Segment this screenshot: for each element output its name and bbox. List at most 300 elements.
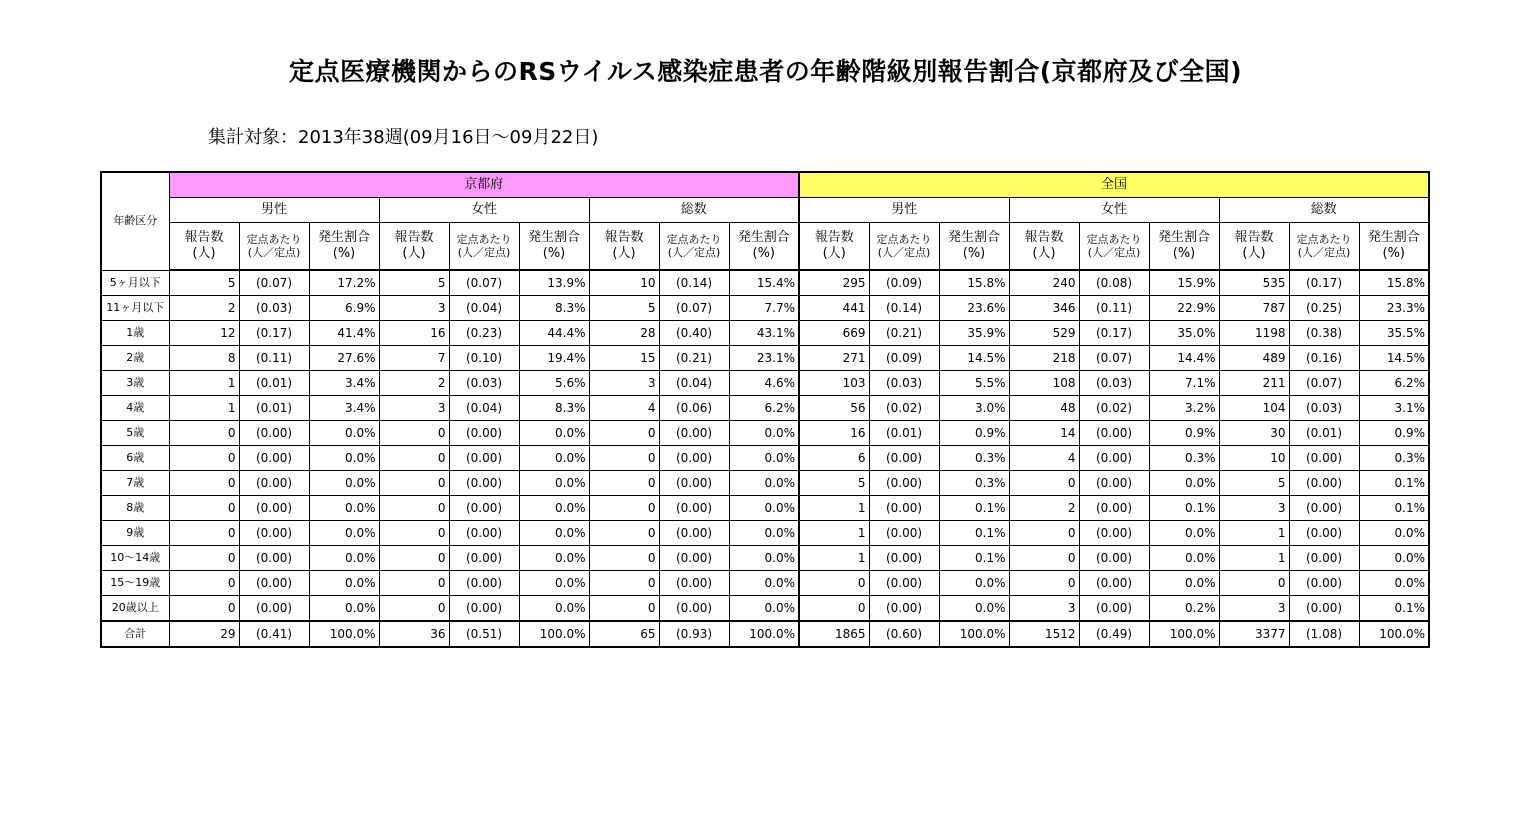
ratio-cell: 14.5% [939,346,1009,371]
ratio-cell: 0.1% [939,496,1009,521]
per-sentinel-header [239,223,309,271]
ratio-header [519,223,589,271]
count-cell: 5 [1219,471,1289,496]
ratio-cell: 17.2% [309,270,379,296]
count-cell: 30 [1219,421,1289,446]
count-cell: 0 [589,421,659,446]
per-sentinel-header [1079,223,1149,271]
header-unit: (人) [1032,246,1056,261]
per-sentinel-cell: (0.07) [659,296,729,321]
count-cell: 1 [169,371,239,396]
age-label: 1歳 [101,321,169,346]
header-unit: (%) [1172,246,1196,261]
count-cell: 0 [169,571,239,596]
ratio-header [1149,223,1219,271]
per-sentinel-cell: (0.02) [1079,396,1149,421]
table-row [101,371,1429,396]
count-cell: 28 [589,321,659,346]
count-cell: 0 [379,521,449,546]
ratio-cell: 27.6% [309,346,379,371]
ratio-cell: 0.0% [729,521,799,546]
ratio-cell: 3.0% [939,396,1009,421]
count-cell: 65 [589,621,659,647]
ratio-cell: 35.5% [1359,321,1429,346]
ratio-cell: 8.3% [519,396,589,421]
ratio-cell: 0.3% [1149,446,1219,471]
count-cell: 0 [379,546,449,571]
count-cell: 0 [589,571,659,596]
count-cell: 1 [169,396,239,421]
per-sentinel-cell: (0.07) [239,270,309,296]
table-row [101,270,1429,296]
table-row [101,496,1429,521]
header-unit: (人) [1242,246,1266,261]
count-header [589,223,659,271]
table-row [101,596,1429,622]
count-cell: 1 [799,496,869,521]
count-cell: 535 [1219,270,1289,296]
header-unit: (%) [752,246,775,261]
ratio-header [1359,223,1429,271]
ratio-cell: 0.0% [939,571,1009,596]
count-cell: 0 [1009,571,1079,596]
per-sentinel-cell: (0.01) [869,421,939,446]
ratio-cell: 0.1% [939,521,1009,546]
count-cell: 0 [589,446,659,471]
header-line: 発生割合 [737,230,790,245]
header-unit: (人／定点) [247,246,301,259]
count-cell: 14 [1009,421,1079,446]
ratio-cell: 0.0% [729,471,799,496]
ratio-cell: 0.1% [1359,496,1429,521]
count-cell: 1865 [799,621,869,647]
ratio-header [729,223,799,271]
per-sentinel-cell: (0.01) [239,371,309,396]
count-cell: 0 [799,596,869,622]
ratio-cell: 0.0% [729,421,799,446]
per-sentinel-cell: (0.00) [1079,546,1149,571]
count-header [799,223,869,271]
header-unit: (人／定点) [667,246,721,259]
count-cell: 2 [1009,496,1079,521]
table-row [101,571,1429,596]
per-sentinel-cell: (0.00) [659,546,729,571]
per-sentinel-cell: (0.00) [659,421,729,446]
header-line: 報告数 [604,230,644,245]
age-label: 7歳 [101,471,169,496]
count-cell: 104 [1219,396,1289,421]
ratio-cell: 100.0% [1149,621,1219,647]
count-cell: 0 [379,496,449,521]
ratio-cell: 0.2% [1149,596,1219,622]
ratio-cell: 100.0% [1359,621,1429,647]
ratio-cell: 41.4% [309,321,379,346]
ratio-cell: 0.3% [939,471,1009,496]
per-sentinel-cell: (0.00) [869,471,939,496]
count-cell: 3 [1219,596,1289,622]
ratio-cell: 19.4% [519,346,589,371]
ratio-cell: 0.0% [519,596,589,622]
per-sentinel-cell: (0.10) [449,346,519,371]
per-sentinel-cell: (0.00) [659,496,729,521]
per-sentinel-cell: (0.00) [1079,596,1149,622]
ratio-cell: 0.0% [309,471,379,496]
count-header [169,223,239,271]
ratio-cell: 0.0% [1359,521,1429,546]
per-sentinel-cell: (0.04) [449,396,519,421]
count-cell: 6 [799,446,869,471]
ratio-cell: 7.7% [729,296,799,321]
per-sentinel-cell: (0.14) [869,296,939,321]
per-sentinel-cell: (0.00) [1289,496,1359,521]
ratio-cell: 7.1% [1149,371,1219,396]
per-sentinel-cell: (0.00) [869,446,939,471]
count-cell: 2 [379,371,449,396]
ratio-cell: 0.0% [1149,546,1219,571]
per-sentinel-cell: (0.00) [449,546,519,571]
header-unit: (人／定点) [1087,246,1141,259]
ratio-cell: 35.0% [1149,321,1219,346]
per-sentinel-cell: (0.03) [239,296,309,321]
ratio-cell: 0.0% [519,446,589,471]
header-unit: (%) [962,246,986,261]
header-line: 定点あたり [1296,233,1352,246]
ratio-cell: 0.0% [519,496,589,521]
count-cell: 5 [169,270,239,296]
count-cell: 669 [799,321,869,346]
ratio-cell: 0.0% [519,546,589,571]
header-line: 発生割合 [527,230,580,245]
per-sentinel-cell: (0.07) [1079,346,1149,371]
per-sentinel-cell: (0.00) [449,471,519,496]
age-label: 10～14歳 [101,546,169,571]
per-sentinel-cell: (0.00) [659,596,729,622]
ratio-cell: 0.0% [309,446,379,471]
count-cell: 0 [1219,571,1289,596]
count-cell: 218 [1009,346,1079,371]
per-sentinel-cell: (0.00) [1079,446,1149,471]
ratio-cell: 100.0% [519,621,589,647]
ratio-cell: 0.0% [729,596,799,622]
gender-header-row [101,198,1429,223]
ratio-cell: 0.9% [939,421,1009,446]
ratio-cell: 3.1% [1359,396,1429,421]
count-header [1009,223,1079,271]
period-subtitle: 集計対象：2013年38週(09月16日～09月22日) [208,127,599,148]
per-sentinel-cell: (0.00) [239,421,309,446]
header-unit: (人／定点) [457,246,511,259]
per-sentinel-cell: (0.40) [659,321,729,346]
age-label: 合計 [101,621,169,647]
ratio-cell: 0.0% [309,421,379,446]
region-header-row [101,172,1429,198]
per-sentinel-cell: (0.00) [239,471,309,496]
count-cell: 3 [379,396,449,421]
per-sentinel-cell: (0.01) [1289,421,1359,446]
age-report-table [100,171,1430,648]
count-cell: 48 [1009,396,1079,421]
ratio-cell: 0.0% [309,571,379,596]
age-label: 6歳 [101,446,169,471]
per-sentinel-cell: (0.00) [1079,571,1149,596]
per-sentinel-cell: (0.00) [1079,521,1149,546]
per-sentinel-cell: (0.00) [1079,421,1149,446]
header-unit: (人) [192,246,216,261]
count-cell: 0 [589,471,659,496]
count-cell: 2 [169,296,239,321]
region-header-kyoto: 京都府 [169,172,799,198]
per-sentinel-cell: (0.00) [239,546,309,571]
ratio-cell: 100.0% [729,621,799,647]
gender-header: 総数 [1219,198,1429,223]
header-unit: (人) [402,246,426,261]
per-sentinel-cell: (0.00) [659,571,729,596]
table-row [101,471,1429,496]
header-line: 報告数 [1234,230,1274,245]
count-header [379,223,449,271]
gender-header: 女性 [379,198,589,223]
count-cell: 12 [169,321,239,346]
per-sentinel-cell: (0.25) [1289,296,1359,321]
per-sentinel-header [449,223,519,271]
age-column-header: 年齢区分 [101,172,169,270]
per-sentinel-cell: (0.03) [449,371,519,396]
per-sentinel-cell: (0.00) [239,596,309,622]
ratio-cell: 0.1% [1359,596,1429,622]
age-label: 20歳以上 [101,596,169,622]
per-sentinel-cell: (0.00) [869,496,939,521]
table-row [101,321,1429,346]
header-line: 発生割合 [1157,230,1210,245]
count-cell: 0 [379,571,449,596]
ratio-cell: 0.1% [1149,496,1219,521]
count-cell: 1512 [1009,621,1079,647]
per-sentinel-cell: (0.23) [449,321,519,346]
ratio-cell: 5.6% [519,371,589,396]
count-cell: 787 [1219,296,1289,321]
per-sentinel-cell: (0.00) [1289,596,1359,622]
count-cell: 10 [1219,446,1289,471]
ratio-cell: 6.2% [729,396,799,421]
ratio-cell: 4.6% [729,371,799,396]
header-line: 報告数 [814,230,854,245]
per-sentinel-cell: (0.49) [1079,621,1149,647]
ratio-cell: 0.0% [309,521,379,546]
ratio-cell: 0.0% [1149,571,1219,596]
per-sentinel-cell: (0.00) [1289,446,1359,471]
header-line: 定点あたり [456,233,512,246]
count-cell: 29 [169,621,239,647]
header-unit: (%) [332,246,356,261]
count-cell: 0 [379,421,449,446]
per-sentinel-cell: (0.08) [1079,270,1149,296]
header-line: 発生割合 [947,230,1000,245]
ratio-cell: 23.6% [939,296,1009,321]
count-cell: 0 [169,446,239,471]
age-label: 5ヶ月以下 [101,270,169,296]
count-cell: 15 [589,346,659,371]
header-line: 定点あたり [1086,233,1142,246]
per-sentinel-cell: (0.00) [449,446,519,471]
count-cell: 489 [1219,346,1289,371]
per-sentinel-cell: (0.00) [449,421,519,446]
per-sentinel-cell: (0.03) [869,371,939,396]
count-cell: 5 [799,471,869,496]
header-line: 定点あたり [246,233,302,246]
header-line: 発生割合 [317,230,370,245]
per-sentinel-cell: (1.08) [1289,621,1359,647]
ratio-cell: 0.0% [309,496,379,521]
age-label: 3歳 [101,371,169,396]
table-row [101,296,1429,321]
per-sentinel-cell: (0.07) [449,270,519,296]
count-cell: 8 [169,346,239,371]
per-sentinel-cell: (0.17) [1079,321,1149,346]
count-cell: 211 [1219,371,1289,396]
per-sentinel-cell: (0.00) [659,521,729,546]
table-row [101,446,1429,471]
per-sentinel-cell: (0.17) [239,321,309,346]
per-sentinel-cell: (0.21) [869,321,939,346]
per-sentinel-cell: (0.14) [659,270,729,296]
per-sentinel-cell: (0.00) [449,596,519,622]
ratio-cell: 15.9% [1149,270,1219,296]
per-sentinel-cell: (0.11) [1079,296,1149,321]
header-line: 定点あたり [876,233,932,246]
ratio-cell: 0.0% [519,471,589,496]
per-sentinel-cell: (0.03) [1079,371,1149,396]
per-sentinel-cell: (0.00) [239,446,309,471]
count-cell: 0 [379,471,449,496]
ratio-cell: 15.8% [939,270,1009,296]
ratio-cell: 100.0% [309,621,379,647]
per-sentinel-cell: (0.06) [659,396,729,421]
count-cell: 103 [799,371,869,396]
per-sentinel-cell: (0.02) [869,396,939,421]
count-cell: 0 [1009,546,1079,571]
table-row [101,396,1429,421]
ratio-cell: 0.0% [729,496,799,521]
header-unit: (人) [822,246,846,261]
ratio-cell: 0.0% [1359,546,1429,571]
count-cell: 0 [589,546,659,571]
ratio-cell: 13.9% [519,270,589,296]
count-cell: 7 [379,346,449,371]
count-cell: 271 [799,346,869,371]
count-cell: 1198 [1219,321,1289,346]
count-cell: 5 [589,296,659,321]
ratio-cell: 0.9% [1149,421,1219,446]
ratio-cell: 6.2% [1359,371,1429,396]
page-title: 定点医療機関からのRSウイルス感染症患者の年齢階級別報告割合(京都府及び全国) [288,57,1243,86]
header-line: 発生割合 [1367,230,1420,245]
ratio-cell: 14.5% [1359,346,1429,371]
ratio-cell: 0.0% [729,546,799,571]
gender-header: 男性 [799,198,1009,223]
ratio-cell: 0.0% [519,421,589,446]
per-sentinel-cell: (0.00) [449,521,519,546]
per-sentinel-cell: (0.00) [1289,546,1359,571]
ratio-cell: 0.0% [729,446,799,471]
header-unit: (人／定点) [1297,246,1351,259]
per-sentinel-cell: (0.51) [449,621,519,647]
count-cell: 441 [799,296,869,321]
age-label: 15～19歳 [101,571,169,596]
count-cell: 1 [799,521,869,546]
per-sentinel-cell: (0.00) [1079,471,1149,496]
count-cell: 0 [169,496,239,521]
per-sentinel-cell: (0.00) [239,521,309,546]
ratio-cell: 43.1% [729,321,799,346]
ratio-cell: 3.4% [309,396,379,421]
header-line: 報告数 [1024,230,1064,245]
count-cell: 0 [379,596,449,622]
count-cell: 3 [379,296,449,321]
per-sentinel-cell: (0.00) [239,571,309,596]
ratio-cell: 0.1% [1359,471,1429,496]
ratio-cell: 23.1% [729,346,799,371]
count-header [1219,223,1289,271]
per-sentinel-cell: (0.09) [869,346,939,371]
ratio-cell: 0.0% [519,571,589,596]
ratio-cell: 22.9% [1149,296,1219,321]
header-unit: (人) [612,246,636,261]
ratio-cell: 14.4% [1149,346,1219,371]
count-cell: 108 [1009,371,1079,396]
count-cell: 16 [799,421,869,446]
per-sentinel-cell: (0.03) [1289,396,1359,421]
per-sentinel-cell: (0.07) [1289,371,1359,396]
count-cell: 3 [1009,596,1079,622]
ratio-cell: 0.0% [729,571,799,596]
count-cell: 0 [799,571,869,596]
count-cell: 3377 [1219,621,1289,647]
per-sentinel-cell: (0.00) [659,446,729,471]
ratio-cell: 0.0% [1359,571,1429,596]
count-cell: 4 [589,396,659,421]
ratio-header [939,223,1009,271]
per-sentinel-cell: (0.00) [1289,571,1359,596]
count-cell: 1 [799,546,869,571]
ratio-cell: 15.8% [1359,270,1429,296]
per-sentinel-cell: (0.00) [1079,496,1149,521]
age-label: 11ヶ月以下 [101,296,169,321]
ratio-cell: 23.3% [1359,296,1429,321]
per-sentinel-cell: (0.04) [449,296,519,321]
header-unit: (人／定点) [877,246,931,259]
count-cell: 1 [1219,521,1289,546]
ratio-cell: 0.3% [1359,446,1429,471]
per-sentinel-header [869,223,939,271]
count-cell: 0 [1009,521,1079,546]
count-cell: 3 [1219,496,1289,521]
header-unit: (%) [1382,246,1405,261]
header-line: 定点あたり [666,233,722,246]
region-header-zenkoku: 全国 [799,172,1429,198]
ratio-cell: 0.0% [939,596,1009,622]
per-sentinel-cell: (0.38) [1289,321,1359,346]
per-sentinel-cell: (0.00) [869,571,939,596]
ratio-cell: 0.0% [1149,471,1219,496]
count-cell: 0 [169,421,239,446]
count-cell: 529 [1009,321,1079,346]
count-cell: 36 [379,621,449,647]
per-sentinel-cell: (0.16) [1289,346,1359,371]
table-row [101,421,1429,446]
per-sentinel-cell: (0.00) [239,496,309,521]
per-sentinel-cell: (0.09) [869,270,939,296]
per-sentinel-header [659,223,729,271]
